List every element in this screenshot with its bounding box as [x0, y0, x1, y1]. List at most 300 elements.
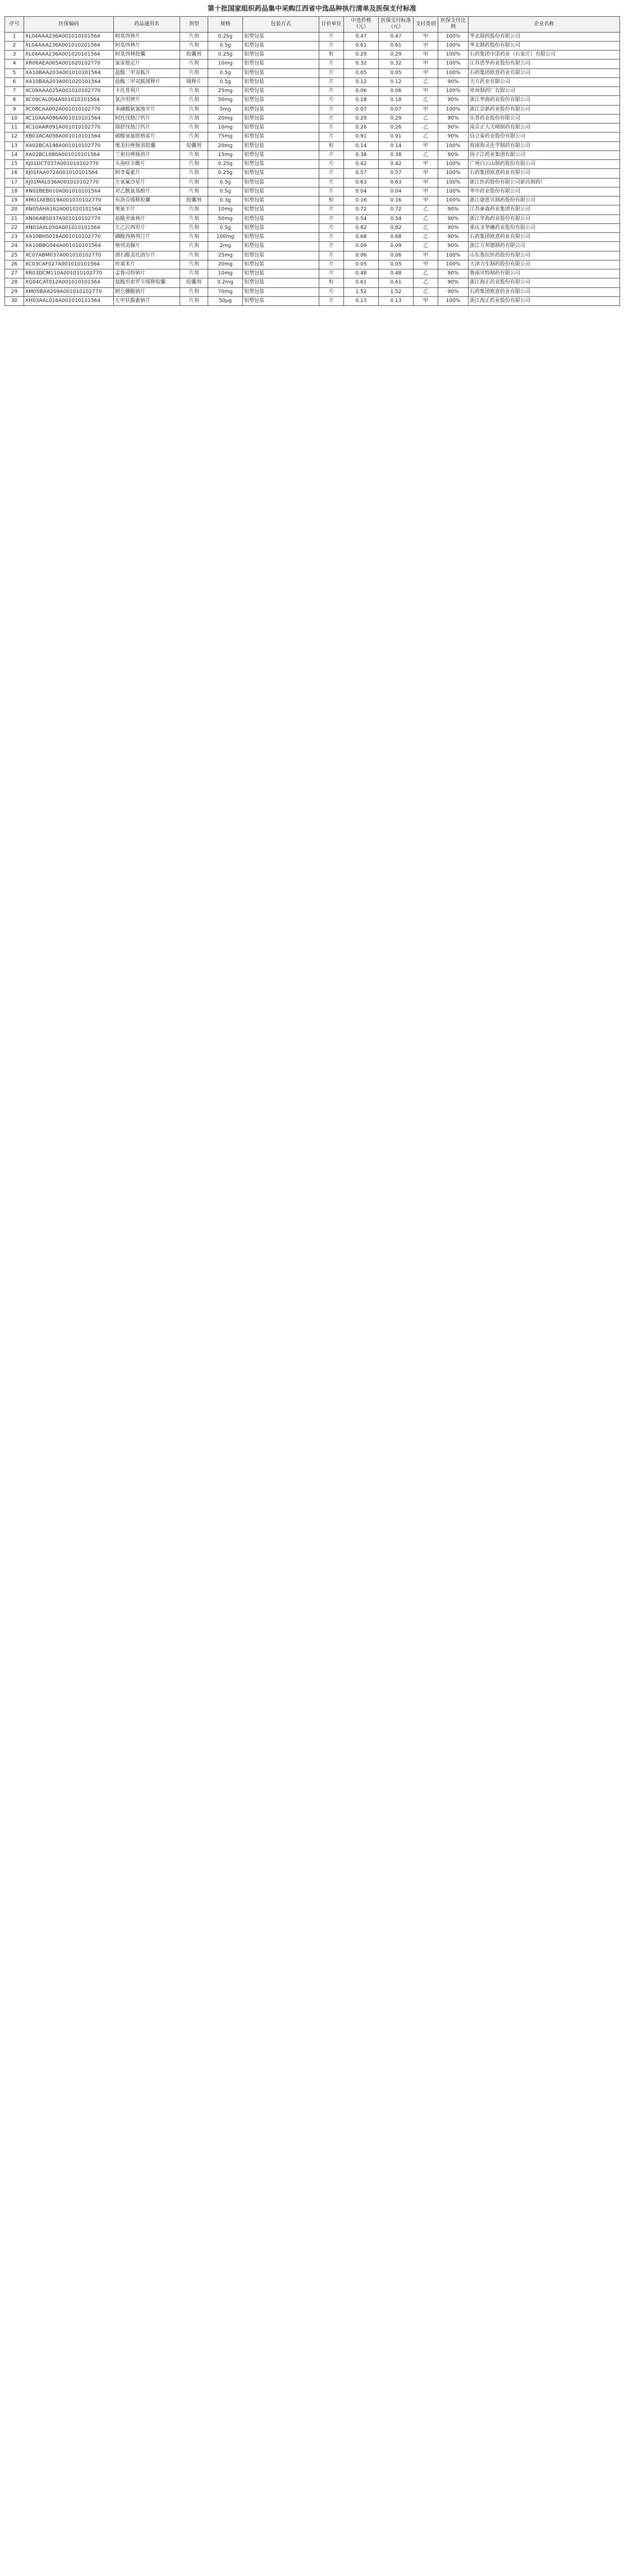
table-cell: 片剂: [180, 233, 208, 242]
table-cell: 瑞舒伐他汀钙片: [114, 123, 180, 132]
table-row: [5, 214, 620, 223]
table-cell: 0.2mg: [208, 278, 243, 287]
table-cell: 10mg: [208, 269, 243, 278]
table-cell: 甲: [414, 141, 438, 150]
table-cell: 0.5g: [208, 187, 243, 196]
table-cell: 片剂: [180, 287, 208, 296]
table-row: [5, 51, 620, 60]
table-cell: 20: [5, 205, 24, 214]
table-cell: 0.48: [379, 269, 414, 278]
table-cell: 浙江京新药业股份有限公司: [469, 105, 620, 114]
header-row: [5, 17, 620, 33]
table-cell: 呋塞米片: [114, 260, 180, 269]
table-cell: 铝塑包装: [243, 41, 319, 50]
column-header: 药品通用名: [114, 17, 180, 33]
table-cell: 0.61: [344, 278, 379, 287]
table-cell: 片: [319, 123, 344, 132]
table-cell: 片: [319, 187, 344, 196]
table-cell: 10mg: [208, 205, 243, 214]
table-cell: 氯沙坦钾片: [114, 96, 180, 105]
table-cell: 铝塑包装: [243, 205, 319, 214]
table-cell: 片剂: [180, 251, 208, 260]
table-cell: 0.48: [344, 269, 379, 278]
table-cell: 0.09: [379, 242, 414, 251]
table-cell: 片: [319, 105, 344, 114]
table-cell: 0.06: [379, 87, 414, 96]
table-cell: 铝塑包装: [243, 251, 319, 260]
table-cell: XC08CAA002A001010102770: [24, 105, 114, 114]
table-cell: 6: [5, 77, 24, 86]
table-cell: 片: [319, 77, 344, 86]
table-cell: 0.25g: [208, 169, 243, 178]
table-cell: 粒: [319, 141, 344, 150]
table-cell: 23: [5, 233, 24, 242]
table-cell: 阿莫西林片: [114, 32, 180, 41]
table-cell: 片剂: [180, 96, 208, 105]
table-cell: 90%: [438, 77, 469, 86]
table-cell: 缓释片: [180, 77, 208, 86]
table-row: [5, 132, 620, 141]
table-cell: 50mg: [208, 96, 243, 105]
table-cell: 0.61: [379, 278, 414, 287]
table-cell: 铝塑包装: [243, 150, 319, 159]
table-cell: 90%: [438, 132, 469, 141]
table-cell: 铝塑包装: [243, 260, 319, 269]
table-cell: 90%: [438, 278, 469, 287]
table-cell: 甲: [414, 196, 438, 205]
table-cell: 片剂: [180, 87, 208, 96]
table-cell: 乙: [414, 96, 438, 105]
table-cell: 片: [319, 114, 344, 123]
table-row: [5, 260, 620, 269]
table-cell: 90%: [438, 287, 469, 296]
table-cell: 8: [5, 96, 24, 105]
table-cell: XJ01FAA072A001010101564: [24, 169, 114, 178]
table-cell: 0.3g: [208, 196, 243, 205]
table-cell: 甲: [414, 87, 438, 96]
table-cell: 0.82: [344, 223, 379, 232]
table-cell: 0.47: [344, 32, 379, 41]
table-cell: 90%: [438, 242, 469, 251]
table-cell: 奥氮平片: [114, 205, 180, 214]
table-cell: 格列美脲片: [114, 242, 180, 251]
table-cell: 海南海灵化学制药有限公司: [469, 141, 620, 150]
table-cell: 0.25g: [208, 32, 243, 41]
table-cell: 浙江华海药业股份有限公司: [469, 96, 620, 105]
table-cell: 卡托普利片: [114, 87, 180, 96]
table-cell: 信立泰药业股份有限公司: [469, 132, 620, 141]
table-cell: 0.5g: [208, 41, 243, 50]
table-cell: XC07ABM037A001010102770: [24, 251, 114, 260]
table-cell: XC03CAF027A001010101564: [24, 260, 114, 269]
table-cell: 铝塑包装: [243, 278, 319, 287]
table-cell: 27: [5, 269, 24, 278]
table-cell: 0.5g: [208, 68, 243, 77]
table-row: [5, 269, 620, 278]
table-row: [5, 242, 620, 251]
table-cell: 片剂: [180, 223, 208, 232]
table-cell: 甲: [414, 260, 438, 269]
table-cell: 乙: [414, 114, 438, 123]
table-cell: 19: [5, 196, 24, 205]
table-cell: 片剂: [180, 132, 208, 141]
table-cell: XA10BBG044A001010101564: [24, 242, 114, 251]
table-cell: XB01ACA056A001010101564: [24, 132, 114, 141]
table-cell: 0.72: [344, 205, 379, 214]
table-cell: 0.06: [344, 251, 379, 260]
table-cell: 片剂: [180, 242, 208, 251]
table-cell: 片: [319, 287, 344, 296]
table-cell: 100%: [438, 260, 469, 269]
table-cell: 片剂: [180, 68, 208, 77]
table-cell: 0.91: [379, 132, 414, 141]
table-row: [5, 196, 620, 205]
table-cell: 100%: [438, 68, 469, 77]
table-cell: 0.18: [379, 96, 414, 105]
table-cell: 90%: [438, 223, 469, 232]
table-cell: 100%: [438, 251, 469, 260]
table-cell: 90%: [438, 205, 469, 214]
table-row: [5, 187, 620, 196]
table-cell: 片: [319, 68, 344, 77]
table-cell: 铝塑包装: [243, 169, 319, 178]
table-cell: 0.29: [379, 51, 414, 60]
table-cell: 0.12: [344, 77, 379, 86]
table-cell: 片剂: [180, 160, 208, 169]
table-cell: 铝塑包装: [243, 178, 319, 187]
table-cell: 0.32: [344, 60, 379, 68]
table-cell: 片剂: [180, 105, 208, 114]
table-cell: 10mg: [208, 123, 243, 132]
table-cell: 0.5g: [208, 223, 243, 232]
table-cell: 铝塑包装: [243, 32, 319, 41]
table-cell: 乙: [414, 77, 438, 86]
table-cell: 甲: [414, 178, 438, 187]
table-cell: 0.25g: [208, 51, 243, 60]
table-cell: 片: [319, 132, 344, 141]
table-row: [5, 233, 620, 242]
table-cell: 华北制药股份有限公司: [469, 41, 620, 50]
table-cell: 乙: [414, 150, 438, 159]
table-cell: XR06AEA065A001020102770: [24, 60, 114, 68]
table-cell: 0.38: [379, 150, 414, 159]
table-cell: XJ01DCT037A001010102770: [24, 160, 114, 169]
table-cell: XN03AXL050A001010101564: [24, 223, 114, 232]
table-cell: 20mg: [208, 260, 243, 269]
table-cell: 0.5g: [208, 178, 243, 187]
table-cell: 石药集团中诺药业（石家庄）有限公司: [469, 51, 620, 60]
table-row: [5, 169, 620, 178]
table-cell: 甲: [414, 32, 438, 41]
table-cell: 乐普药业股份有限公司: [469, 114, 620, 123]
table-cell: 15mg: [208, 150, 243, 159]
table-cell: 片剂: [180, 169, 208, 178]
table-cell: 磷酸西格列汀片: [114, 233, 180, 242]
table-cell: 片剂: [180, 214, 208, 223]
table-cell: 片剂: [180, 269, 208, 278]
table-cell: 100%: [438, 60, 469, 68]
table-cell: XN06ABS037A001010102770: [24, 214, 114, 223]
table-cell: XN02BEB010A001010101564: [24, 187, 114, 196]
table-cell: 0.07: [379, 105, 414, 114]
table-cell: XG04CAT012A001010101564: [24, 278, 114, 287]
table-cell: 4: [5, 60, 24, 68]
table-cell: 0.04: [379, 187, 414, 196]
table-cell: 阿托伐他汀钙片: [114, 114, 180, 123]
table-cell: 0.26: [379, 123, 414, 132]
table-row: [5, 287, 620, 296]
table-cell: XC10AAR091A001010102770: [24, 123, 114, 132]
table-cell: 90%: [438, 96, 469, 105]
table-cell: 扬子江药业集团有限公司: [469, 150, 620, 159]
table-cell: 3: [5, 51, 24, 60]
table-cell: 铝塑包装: [243, 51, 319, 60]
table-cell: 0.25g: [208, 160, 243, 169]
table-cell: 左氧氟沙星片: [114, 178, 180, 187]
table-cell: 100%: [438, 196, 469, 205]
table-cell: XM05BAA209A001010102770: [24, 287, 114, 296]
table-cell: XL04AAA236A001010201564: [24, 41, 114, 50]
table-cell: 90%: [438, 269, 469, 278]
page: [0, 0, 624, 306]
table-cell: 铝塑包装: [243, 160, 319, 169]
table-cell: 5mg: [208, 105, 243, 114]
table-cell: 70mg: [208, 287, 243, 296]
table-cell: 铝塑包装: [243, 114, 319, 123]
table-cell: 100%: [438, 169, 469, 178]
table-cell: XA10BAA203A001010101564: [24, 68, 114, 77]
table-cell: 片: [319, 251, 344, 260]
table-cell: 浙江万邦德制药有限公司: [469, 242, 620, 251]
table-cell: XA02BCA198A001010102770: [24, 141, 114, 150]
table-cell: 10: [5, 114, 24, 123]
table-cell: 片: [319, 242, 344, 251]
table-cell: 0.18: [344, 96, 379, 105]
table-cell: 铝塑包装: [243, 287, 319, 296]
table-cell: 甲: [414, 296, 438, 305]
table-row: [5, 223, 620, 232]
table-cell: 0.47: [379, 32, 414, 41]
table-cell: 片剂: [180, 41, 208, 50]
table-cell: 片: [319, 150, 344, 159]
table-cell: 酒石酸美托洛尔片: [114, 251, 180, 260]
table-cell: 0.57: [379, 169, 414, 178]
table-cell: 0.04: [344, 187, 379, 196]
table-cell: 鲁南贝特制药有限公司: [469, 269, 620, 278]
table-cell: 浙江海正药业股份有限公司: [469, 296, 620, 305]
table-cell: 0.14: [379, 141, 414, 150]
table-cell: 乙: [414, 214, 438, 223]
table-cell: 0.72: [379, 205, 414, 214]
table-cell: 100%: [438, 141, 469, 150]
table-cell: 100%: [438, 32, 469, 41]
table-cell: 乙: [414, 233, 438, 242]
table-cell: 左甲状腺素钠片: [114, 296, 180, 305]
table-cell: 铝塑包装: [243, 196, 319, 205]
table-cell: 29: [5, 287, 24, 296]
table-cell: 片: [319, 269, 344, 278]
table-cell: 铝塑包装: [243, 296, 319, 305]
table-body: [5, 32, 620, 306]
table-cell: 头孢呋辛酯片: [114, 160, 180, 169]
column-header: 支付类别: [414, 17, 438, 33]
table-cell: 0.38: [344, 150, 379, 159]
table-cell: 12: [5, 132, 24, 141]
table-cell: 26: [5, 260, 24, 269]
table-cell: 石药集团欧意药业有限公司: [469, 68, 620, 77]
table-cell: 阿奇霉素片: [114, 169, 180, 178]
table-cell: 兰索拉唑肠溶片: [114, 150, 180, 159]
table-cell: 片: [319, 178, 344, 187]
table-cell: 7: [5, 87, 24, 96]
table-cell: 100%: [438, 178, 469, 187]
page-title: 第十批国家组织药品集中采购江西省中选品种执行清单及医保支付标准: [207, 4, 416, 12]
table-cell: XA10BAA203A001020101564: [24, 77, 114, 86]
table-cell: 0.13: [344, 296, 379, 305]
table-cell: 浙江医药股份有限公司新昌制药厂: [469, 178, 620, 187]
table-cell: 75mg: [208, 132, 243, 141]
table-cell: 胶囊剂: [180, 51, 208, 60]
table-row: [5, 296, 620, 305]
table-cell: 华北制药股份有限公司: [469, 32, 620, 41]
table-cell: 100%: [438, 187, 469, 196]
table-cell: 0.63: [379, 178, 414, 187]
table-cell: 15: [5, 160, 24, 169]
table-cell: 铝塑包装: [243, 77, 319, 86]
table-cell: 0.57: [344, 169, 379, 178]
table-cell: 甲: [414, 187, 438, 196]
table-cell: 胶囊剂: [180, 278, 208, 287]
table-row: [5, 123, 620, 132]
column-header: 序号: [5, 17, 24, 33]
table-cell: 铝塑包装: [243, 269, 319, 278]
table-cell: 50μg: [208, 296, 243, 305]
table-cell: 2: [5, 41, 24, 50]
table-cell: 铝塑包装: [243, 141, 319, 150]
table-cell: 100%: [438, 51, 469, 60]
table-cell: 100%: [438, 105, 469, 114]
table-cell: 甲: [414, 160, 438, 169]
table-cell: 0.29: [344, 51, 379, 60]
table-cell: 华中药业股份有限公司: [469, 187, 620, 196]
table-cell: 0.09: [344, 242, 379, 251]
table-cell: XL04AAA236A001020101564: [24, 51, 114, 60]
table-cell: 片: [319, 205, 344, 214]
table-cell: 乙: [414, 223, 438, 232]
table-row: [5, 160, 620, 169]
table-cell: 0.42: [344, 160, 379, 169]
table-cell: 苯磺酸氨氯地平片: [114, 105, 180, 114]
table-cell: 江苏豪森药业集团有限公司: [469, 205, 620, 214]
table-cell: 片剂: [180, 114, 208, 123]
table-cell: 0.42: [379, 160, 414, 169]
table-cell: 对乙酰氨基酚片: [114, 187, 180, 196]
table-cell: 天方药业有限公司: [469, 77, 620, 86]
table-cell: 20mg: [208, 141, 243, 150]
table-cell: 粒: [319, 196, 344, 205]
table-row: [5, 105, 620, 114]
table-cell: 0.91: [344, 132, 379, 141]
table-cell: 片剂: [180, 150, 208, 159]
column-header: 医保支付标准（元）: [379, 17, 414, 33]
table-cell: 50mg: [208, 214, 243, 223]
table-row: [5, 41, 620, 50]
table-cell: 片剂: [180, 60, 208, 68]
table-row: [5, 141, 620, 150]
table-cell: 21: [5, 214, 24, 223]
table-cell: 90%: [438, 150, 469, 159]
table-cell: 片: [319, 60, 344, 68]
table-cell: 0.29: [344, 114, 379, 123]
table-cell: 0.54: [379, 214, 414, 223]
table-cell: 石药集团欧意药业有限公司: [469, 287, 620, 296]
table-cell: 20mg: [208, 114, 243, 123]
table-cell: 0.12: [379, 77, 414, 86]
table-cell: 28: [5, 278, 24, 287]
table-row: [5, 96, 620, 105]
table-cell: 氯雷他定片: [114, 60, 180, 68]
table-cell: 0.07: [344, 105, 379, 114]
table-cell: 甲: [414, 68, 438, 77]
table-cell: 乙: [414, 123, 438, 132]
table-cell: 0.05: [379, 260, 414, 269]
table-cell: 左乙拉西坦片: [114, 223, 180, 232]
table-cell: 片: [319, 233, 344, 242]
table-row: [5, 278, 620, 287]
table-cell: 天津力生制药股份有限公司: [469, 260, 620, 269]
table-cell: 0.13: [379, 296, 414, 305]
table-cell: 17: [5, 178, 24, 187]
table-cell: XJ01MAL036A001010102770: [24, 178, 114, 187]
table-cell: 片: [319, 41, 344, 50]
table-cell: 乙: [414, 205, 438, 214]
table-row: [5, 77, 620, 86]
table-cell: XM01AEB019A001010102770: [24, 196, 114, 205]
table-cell: 片剂: [180, 187, 208, 196]
table-cell: 铝塑包装: [243, 60, 319, 68]
table-cell: 广州白云山制药股份有限公司: [469, 160, 620, 169]
table-cell: 1.52: [379, 287, 414, 296]
table-row: [5, 205, 620, 214]
price-list-table: [4, 16, 620, 306]
table-cell: 0.16: [344, 196, 379, 205]
table-cell: 乙: [414, 132, 438, 141]
table-cell: 100%: [438, 160, 469, 169]
table-row: [5, 251, 620, 260]
table-cell: 铝塑包装: [243, 214, 319, 223]
table-cell: 山东鲁抗医药股份有限公司: [469, 251, 620, 260]
table-cell: 100%: [438, 41, 469, 50]
table-cell: 甲: [414, 251, 438, 260]
table-cell: 1: [5, 32, 24, 41]
table-cell: 片剂: [180, 296, 208, 305]
table-cell: 11: [5, 123, 24, 132]
table-cell: 铝塑包装: [243, 96, 319, 105]
table-cell: 0.63: [344, 178, 379, 187]
table-cell: 0.05: [379, 68, 414, 77]
table-cell: 100%: [438, 87, 469, 96]
table-cell: 硫酸氢氯吡格雷片: [114, 132, 180, 141]
table-cell: 0.05: [344, 68, 379, 77]
table-cell: 片: [319, 32, 344, 41]
table-row: [5, 32, 620, 41]
table-cell: XA02BCL080A001010101564: [24, 150, 114, 159]
table-cell: 25mg: [208, 251, 243, 260]
table-row: [5, 178, 620, 187]
column-header: 计价单位: [319, 17, 344, 33]
table-cell: 盐酸二甲双胍缓释片: [114, 77, 180, 86]
table-cell: 0.32: [379, 60, 414, 68]
